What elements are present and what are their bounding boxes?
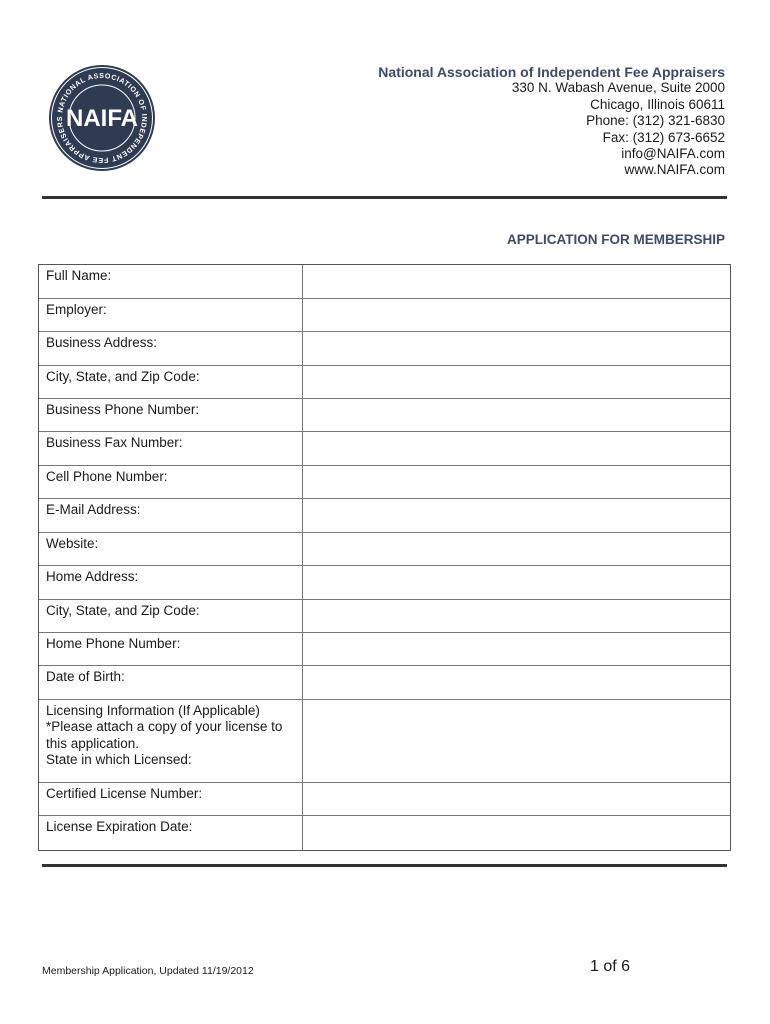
field-certified-license-number[interactable] bbox=[303, 783, 730, 815]
row-business-fax bbox=[39, 432, 730, 466]
label-business-fax: Business Fax Number: bbox=[39, 432, 303, 465]
field-business-phone[interactable] bbox=[303, 399, 730, 431]
field-cell-phone[interactable] bbox=[303, 466, 730, 498]
address-line-2: Chicago, Illinois 60611 bbox=[590, 96, 725, 112]
field-licensing-state[interactable] bbox=[303, 700, 730, 782]
form-title: APPLICATION FOR MEMBERSHIP bbox=[506, 232, 725, 247]
label-home-phone: Home Phone Number: bbox=[39, 633, 303, 665]
label-cell-phone: Cell Phone Number: bbox=[39, 466, 303, 498]
label-email: E-Mail Address: bbox=[39, 499, 303, 532]
label-employer: Employer: bbox=[39, 299, 303, 331]
label-date-of-birth: Date of Birth: bbox=[39, 666, 303, 699]
header-divider bbox=[42, 196, 727, 199]
field-employer[interactable] bbox=[303, 299, 730, 331]
organization-contact-block bbox=[378, 64, 725, 179]
row-website bbox=[39, 533, 730, 566]
field-email[interactable] bbox=[303, 499, 730, 532]
label-licensing-state: Licensing Information (If Applicable) *Please attach a copy of your license to this application. State in which Licensed: bbox=[39, 700, 303, 782]
row-certified-license-number bbox=[39, 783, 730, 816]
field-website[interactable] bbox=[303, 533, 730, 565]
label-business-address: Business Address: bbox=[39, 332, 303, 365]
row-license-expiration-date bbox=[39, 816, 730, 850]
field-home-city-state-zip[interactable] bbox=[303, 600, 730, 632]
page-number: 1 of 6 bbox=[589, 958, 630, 975]
field-full-name[interactable] bbox=[303, 265, 730, 298]
field-date-of-birth[interactable] bbox=[303, 666, 730, 699]
field-home-address[interactable] bbox=[303, 566, 730, 599]
field-business-address[interactable] bbox=[303, 332, 730, 365]
footer-revision-note: Membership Application, Updated 11/19/2012 bbox=[42, 965, 254, 977]
field-license-expiration-date[interactable] bbox=[303, 816, 730, 850]
label-business-phone: Business Phone Number: bbox=[39, 399, 303, 431]
label-business-city-state-zip: City, State, and Zip Code: bbox=[39, 366, 303, 398]
email: info@NAIFA.com bbox=[621, 146, 725, 162]
field-business-fax[interactable] bbox=[303, 432, 730, 465]
field-business-city-state-zip[interactable] bbox=[303, 366, 730, 398]
phone: Phone: (312) 321-6830 bbox=[586, 113, 725, 129]
address-line-1: 330 N. Wabash Avenue, Suite 2000 bbox=[511, 80, 725, 96]
label-home-city-state-zip: City, State, and Zip Code: bbox=[39, 600, 303, 632]
membership-form-table bbox=[38, 264, 731, 851]
row-date-of-birth bbox=[39, 666, 730, 700]
fax: Fax: (312) 673-6652 bbox=[602, 129, 725, 145]
website: www.NAIFA.com bbox=[624, 162, 725, 178]
naifa-logo bbox=[48, 64, 156, 172]
footer-divider bbox=[42, 864, 727, 867]
row-home-phone bbox=[39, 633, 730, 666]
logo-center-text: NAIFA bbox=[66, 105, 138, 132]
row-full-name bbox=[39, 265, 730, 299]
label-home-address: Home Address: bbox=[39, 566, 303, 599]
logo-ring-text: NATIONAL ASSOCIATION OF INDEPENDENT FEE APPRAISERS bbox=[54, 70, 150, 166]
label-license-expiration-date: License Expiration Date: bbox=[39, 816, 303, 850]
row-employer bbox=[39, 299, 730, 332]
label-certified-license-number: Certified License Number: bbox=[39, 783, 303, 815]
row-home-address bbox=[39, 566, 730, 600]
row-business-phone bbox=[39, 399, 730, 432]
label-website: Website: bbox=[39, 533, 303, 565]
field-home-phone[interactable] bbox=[303, 633, 730, 665]
label-full-name: Full Name: bbox=[39, 265, 303, 298]
row-business-address bbox=[39, 332, 730, 366]
row-business-city-state-zip bbox=[39, 366, 730, 399]
row-email bbox=[39, 499, 730, 533]
row-licensing-state bbox=[39, 700, 730, 783]
row-cell-phone bbox=[39, 466, 730, 499]
row-home-city-state-zip bbox=[39, 600, 730, 633]
organization-name: National Association of Independent Fee Appraisers bbox=[378, 64, 725, 80]
